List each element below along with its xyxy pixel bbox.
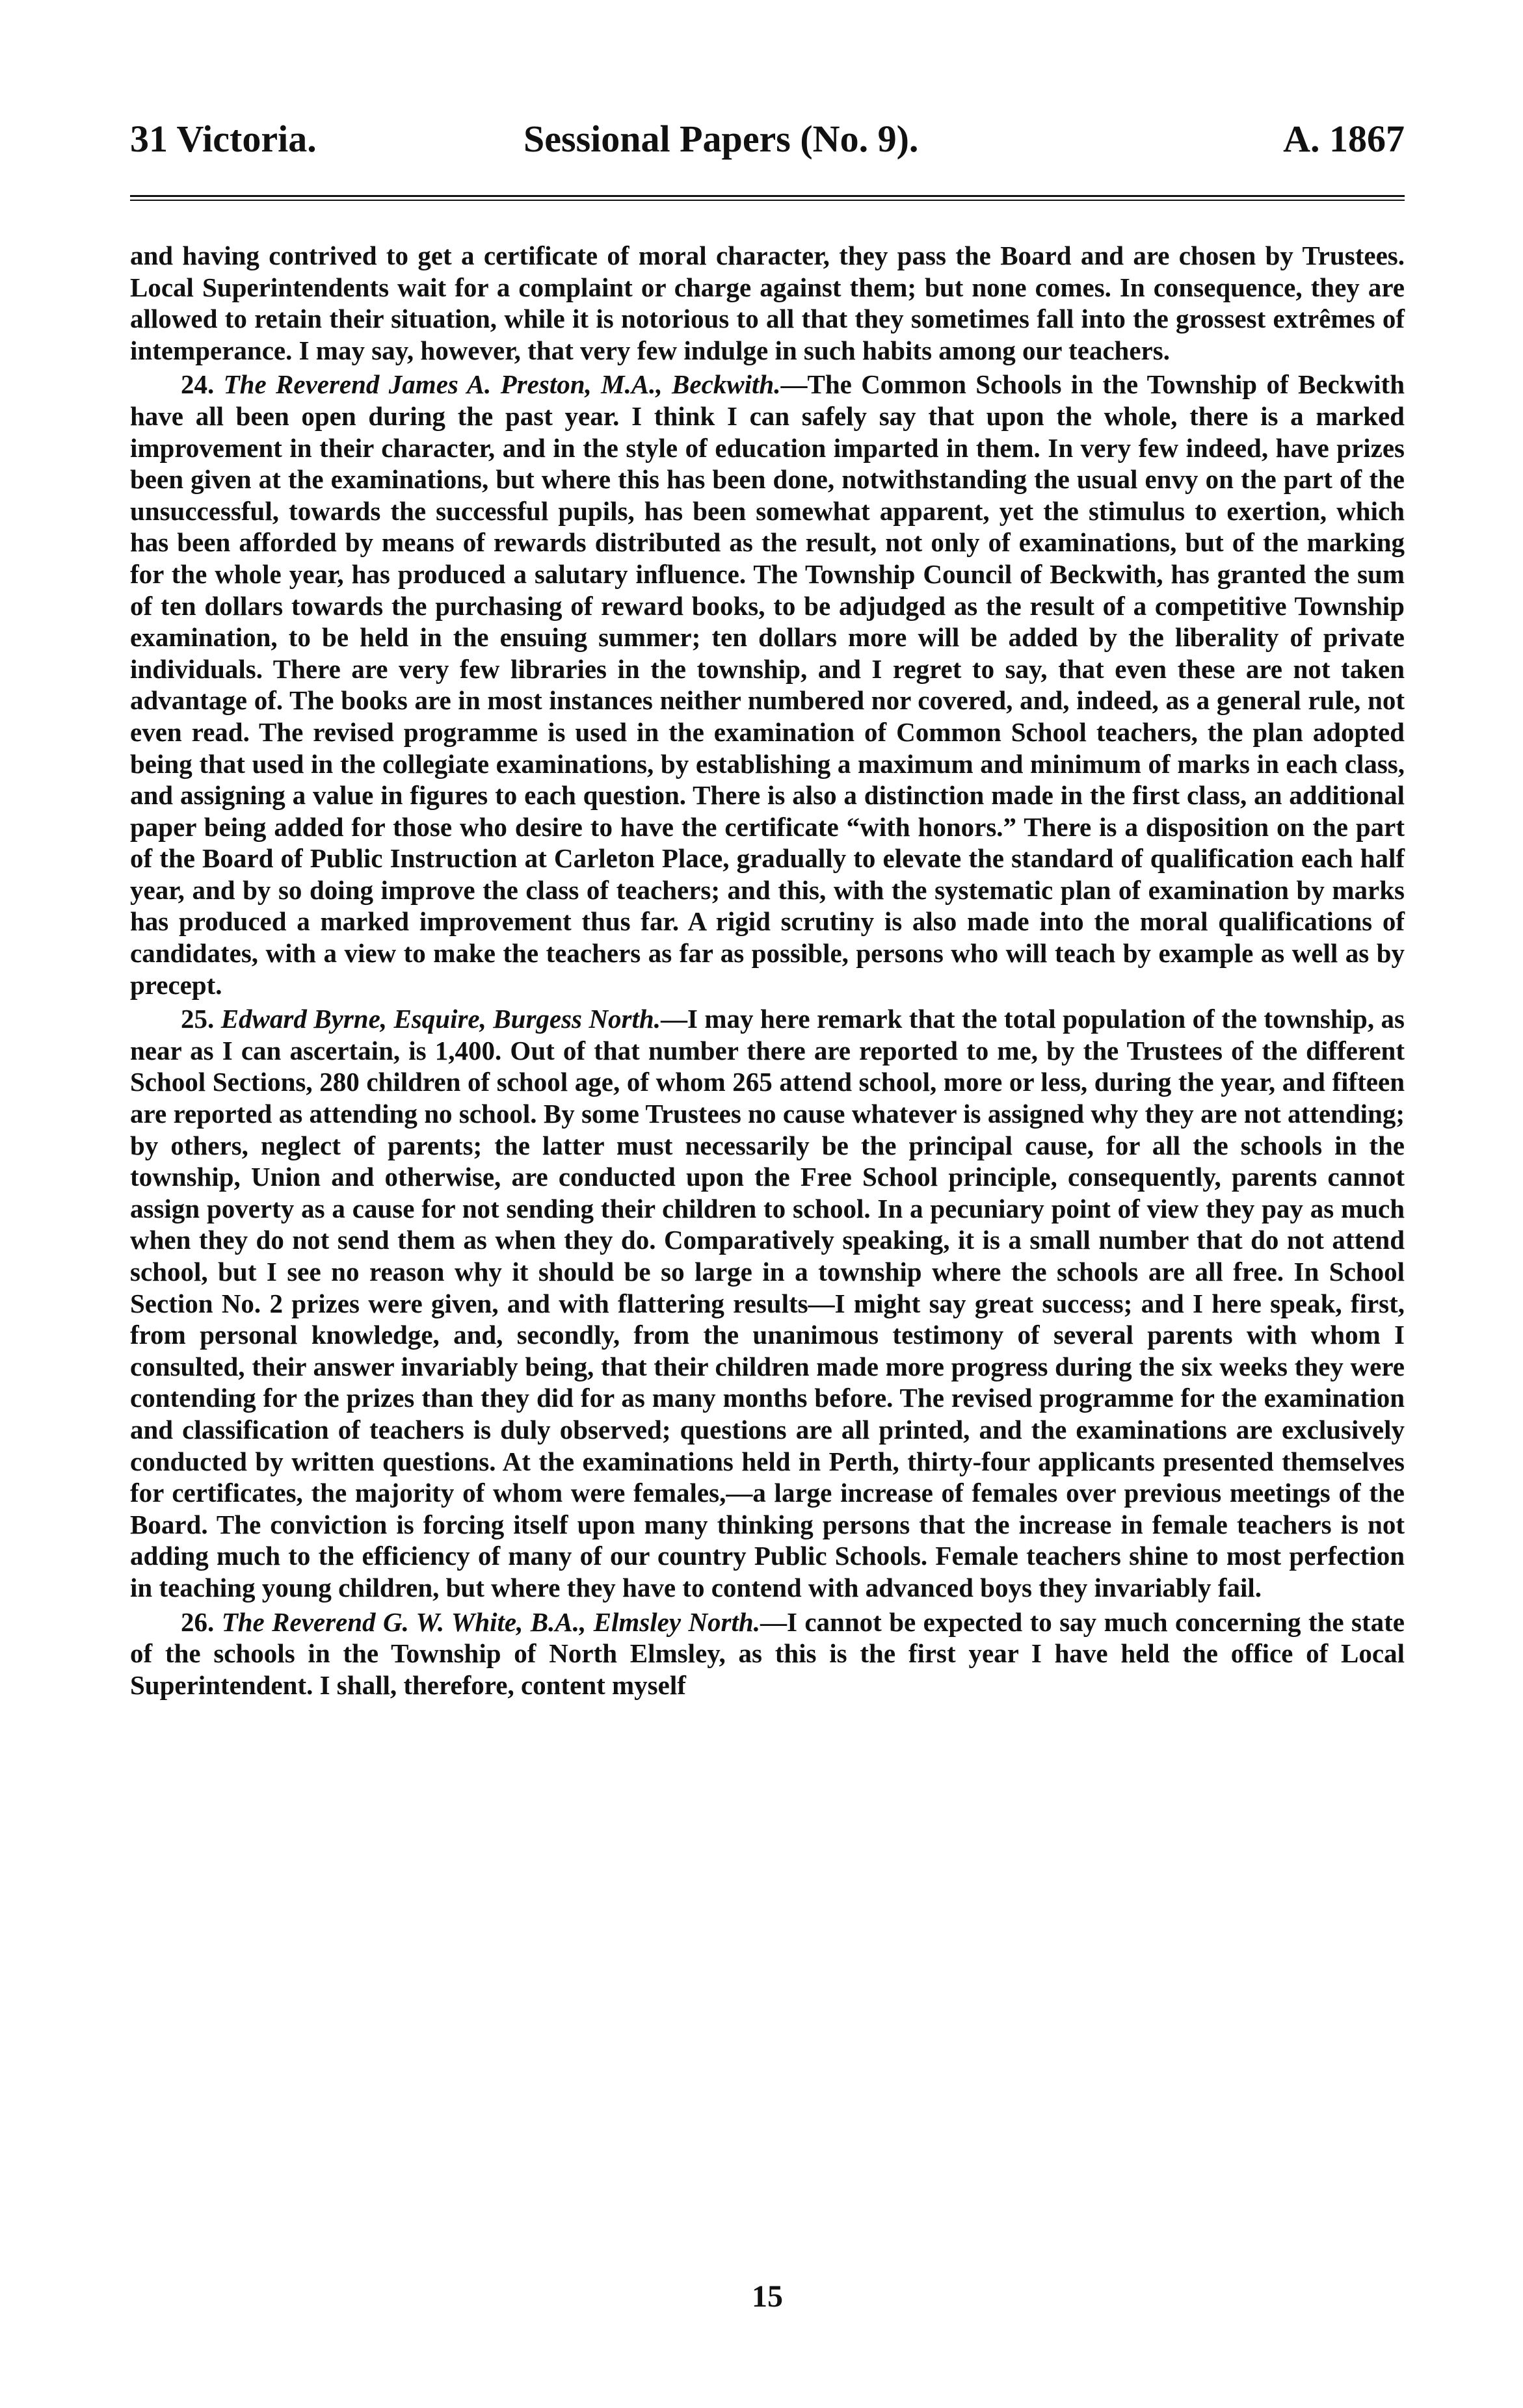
paragraph-24 (130, 369, 1405, 1001)
paragraph-25 (130, 1003, 1405, 1603)
header-rule (130, 195, 1405, 201)
paragraph-continued (130, 240, 1405, 366)
header-session: 31 Victoria. (130, 118, 317, 160)
paragraph-text: and having contrived to get a certificate of moral character, they pass the Board and are chosen by Trustees. Local Superintendents wait for a complaint or charge against them; but none comes. In consequence, they are allowed to retain their situation, while it is notorious to all that they sometimes fall into the grossest extrêmes of intemperance. I may say, however, that very few indulge in such habits among our teachers. (130, 241, 1405, 365)
paragraph-text: —I cannot be expected to say much concerning the state of the schools in the Township of North Elmsley, as this is the first year I have held the office of Local Superintendent. I shall, therefore, content myself (130, 1606, 1405, 1700)
header-year: A. 1867 (1283, 118, 1405, 160)
paragraph-text: —The Common Schools in the Township of Beckwith have all been open during the past year. I think I can safely say that upon the whole, there is a marked improvement in their character, and in the style of education imparted in them. In very few indeed, have prizes been given at the examinations, but where this has been done, notwithstanding the usual envy on the part of the unsuccessful, towards the successful pupils, has been somewhat apparent, yet the stimulus to exertion, which has been afforded by means of rewards distributed as the result, not only of examinations, but of the marking for the whole year, has produced a salutary influence. The Township Council of Beckwith, has granted the sum of ten dollars towards the purchasing of reward books, to be adjudged as the result of a competitive Township examination, to be held in the ensuing summer; ten dollars more will be added by the liberality of private individuals. There are very few libraries in the township, and I regret to say, that even these are not taken advantage of. The books are in most instances neither numbered nor covered, and, indeed, as a general rule, not even read. The revised programme is used in the examination of Common School teachers, the plan adopted being that used in the collegiate examinations, by establishing a maximum and minimum of marks in each class, and assigning a value in figures to each question. There is also a distinction made in the first class, an additional paper being added for those who desire to have the certificate “with honors.” There is a disposition on the part of the Board of Public Instruction at Carleton Place, gradually to elevate the standard of qualification each half year, and by so doing improve the class of teachers; and this, with the systematic plan of examination by marks has produced a marked improvement thus far. A rigid scrutiny is also made into the moral qualifications of candidates, with a view to make the teachers as far as possible, persons who will teach by example as well as by precept. (130, 369, 1405, 1000)
paragraph-heading: The Reverend James A. Preston, M.A., Beckwith. (223, 369, 781, 400)
body-text (130, 240, 1405, 1701)
document-page (130, 117, 1405, 2314)
paragraph-26 (130, 1606, 1405, 1701)
paragraph-heading: Edward Byrne, Esquire, Burgess North. (220, 1004, 661, 1034)
running-header (130, 117, 1405, 169)
paragraph-number: 24. (181, 369, 215, 400)
page-number: 15 (752, 2279, 783, 2314)
header-title: Sessional Papers (No. 9). (523, 118, 919, 160)
paragraph-number: 26. (181, 1606, 215, 1637)
paragraph-number: 25. (181, 1004, 215, 1034)
paragraph-text: —I may here remark that the total population of the township, as near as I can ascertain, is 1,400. Out of that number there are reported to me, by the Trustees of the different School Sections, 280 children of school age, of whom 265 attend school, more or less, during the year, and fifteen are reported as attending no school. By some Trustees no cause whatever is assigned why they are not attending; by others, neglect of parents; the latter must necessarily be the principal cause, for all the schools in the township, Union and otherwise, are conducted upon the Free School principle, consequently, parents cannot assign poverty as a cause for not sending their children to school. In a pecuniary point of view they pay as much when they do not send them as when they do. Comparatively speaking, it is a small number that do not attend school, but I see no reason why it should be so large in a township where the schools are all free. In School Section No. 2 prizes were given, and with flattering results—I might say great success; and I here speak, first, from personal knowledge, and, secondly, from the unanimous testimony of several parents with whom I consulted, their answer invariably being, that their children made more progress during the six weeks they were contending for the prizes than they did for as many months before. The revised programme for the examination and classification of teachers is duly observed; questions are all printed, and the examinations are exclusively conducted by written questions. At the examinations held in Perth, thirty-four applicants presented themselves for certificates, the majority of whom were females,—a large increase of females over previous meetings of the Board. The conviction is forcing itself upon many thinking persons that the increase in female teachers is not adding much to the efficiency of many of our country Public Schools. Female teachers shine to most perfection in teaching young children, but where they have to contend with advanced boys they invariably fail. (130, 1004, 1405, 1603)
paragraph-heading: The Reverend G. W. White, B.A., Elmsley North. (221, 1606, 760, 1637)
